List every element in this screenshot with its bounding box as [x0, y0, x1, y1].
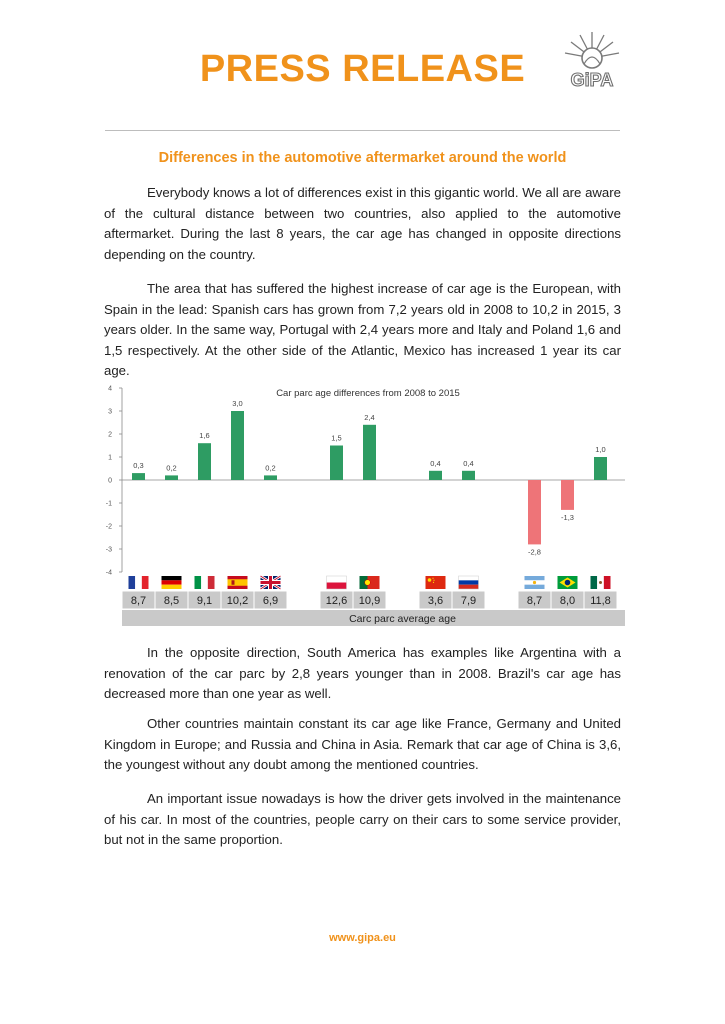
bar-france	[132, 473, 145, 480]
y-tick-label: 4	[108, 385, 112, 393]
table-cell-value: 7,9	[460, 595, 477, 607]
table-cell-value: 6,9	[262, 595, 279, 607]
table-cell-value: 10,2	[226, 595, 249, 607]
table-cell-value: 11,8	[590, 595, 611, 607]
bar-value-label: 2,4	[364, 412, 375, 422]
flag-spain-icon	[228, 576, 248, 589]
bar-value-label: -1,3	[561, 512, 574, 522]
flag-italy-icon	[195, 576, 215, 589]
bar-value-label: 1,5	[331, 433, 342, 443]
y-tick-label: 1	[108, 454, 112, 462]
logo-text: GiPA	[570, 70, 614, 90]
bar-germany	[165, 475, 178, 480]
bar-value-label: 0,4	[463, 458, 474, 468]
table-cell-value: 8,0	[559, 595, 576, 607]
bar-mexico	[594, 457, 607, 480]
article-subtitle: Differences in the automotive aftermarket around the world	[158, 150, 567, 166]
table-cell-value: 8,7	[130, 595, 147, 607]
flag-portugal-icon	[360, 576, 380, 589]
flag-germany-icon	[162, 576, 182, 589]
bar-value-label: 0,3	[133, 461, 144, 471]
header-divider	[105, 130, 620, 131]
bar-value-label: 0,4	[430, 458, 441, 468]
bar-italy	[198, 443, 211, 480]
bar-china	[429, 471, 442, 480]
table-cell-value: 9,1	[196, 595, 213, 607]
flag-brazil-icon	[558, 576, 578, 589]
paragraph-4: Other countries maintain constant its car age like France, Germany and United Kingdom in Europe; and Russia and China in Asia. Remark that car age of China is 3,6, the youngest without any doubt among the mentioned countries.	[104, 716, 621, 772]
car-age-chart	[100, 380, 625, 630]
bar-portugal	[363, 425, 376, 480]
paragraph-5: An important issue nowadays is how the driver gets involved in the maintenance of his car. In most of the countries, people carry on their cars to some service provider, but not in the same proportion.	[104, 791, 621, 847]
paragraph-1: Everybody knows a lot of differences exist in this gigantic world. We all are aware of the cultural distance between two countries, also applied to the automotive aftermarket. During the last 8 years, the car age has changed in opposite directions depending on the country.	[104, 185, 621, 262]
gipa-logo	[560, 28, 624, 92]
page-title: PRESS RELEASE	[199, 48, 526, 90]
paragraph-3: In the opposite direction, South America has examples like Argentina with a renovation of the car parc by 2,8 years younger than in 2008. Brazil's car age has decreased more than one year as well.	[104, 645, 621, 701]
flag-poland-icon	[327, 576, 347, 589]
bar-value-label: 1,0	[595, 445, 606, 454]
sun-rays-icon	[565, 32, 619, 68]
table-cell-value: 8,7	[526, 595, 543, 607]
bar-value-label: 0,2	[166, 463, 177, 473]
table-cell-value: 12,6	[325, 595, 348, 607]
y-tick-label: -3	[105, 546, 112, 554]
bar-poland	[330, 446, 343, 481]
bar-value-label: -2,8	[528, 547, 541, 557]
y-tick-label: 0	[108, 477, 112, 485]
y-tick-label: -4	[105, 569, 112, 577]
y-tick-label: 2	[108, 431, 112, 439]
y-tick-label: -2	[105, 523, 112, 531]
paragraph-2: The area that has suffered the highest increase of car age is the European, with Spain in the lead: Spanish cars has grown from 7,2 years old in 2008 to 10,2 in 2015, 3 years older. In the same way, Portugal with 2,4 years more and Italy and Poland 1,6 and 1,5 respectively. At the other side of the Atlantic, Mexico has increased 1 year its car age.	[104, 281, 621, 378]
flag-france-icon	[129, 576, 149, 589]
flag-argentina-icon	[525, 576, 545, 589]
y-tick-label: -1	[105, 500, 112, 508]
table-cell-value: 10,9	[358, 595, 381, 607]
bar-brazil	[561, 480, 574, 510]
table-cell-value: 8,5	[163, 595, 180, 607]
y-tick-label: 3	[108, 408, 112, 416]
bar-value-label: 0,2	[265, 463, 276, 473]
bar-united-kingdom	[264, 475, 277, 480]
table-caption: Carc parc average age	[349, 613, 456, 625]
footer-url[interactable]: www.gipa.eu	[329, 932, 396, 944]
bar-value-label: 1,6	[199, 431, 210, 441]
table-cell-value: 3,6	[427, 595, 444, 607]
bar-argentina	[528, 480, 541, 544]
bar-russia	[462, 471, 475, 480]
chart-title: Car parc age differences from 2008 to 2015	[276, 388, 460, 399]
bar-value-label: 3,0	[232, 399, 243, 408]
bar-spain	[231, 411, 244, 480]
flag-united-kingdom-icon	[261, 576, 281, 589]
flag-russia-icon	[459, 576, 479, 589]
flag-mexico-icon	[591, 576, 611, 589]
flag-china-icon	[426, 576, 446, 589]
